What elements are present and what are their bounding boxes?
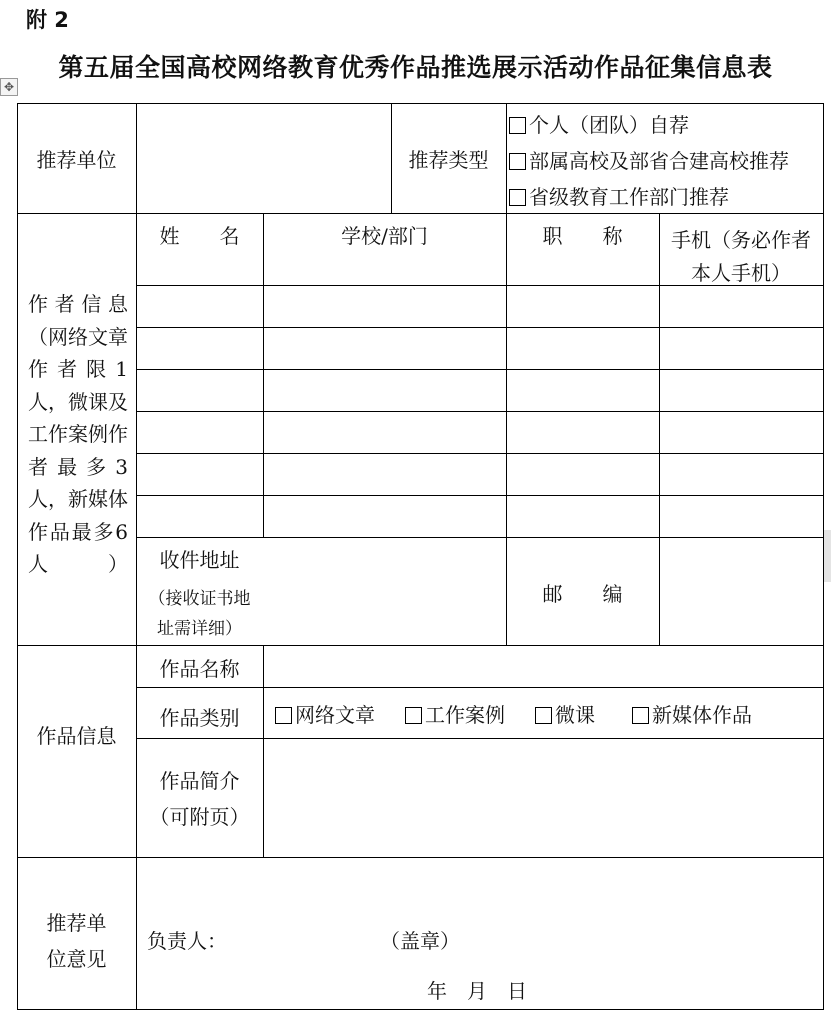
col-header-phone: 手机（务必作者本人手机） bbox=[671, 228, 811, 285]
scrollbar-mark[interactable] bbox=[824, 530, 831, 582]
author-school-cell[interactable] bbox=[265, 329, 504, 367]
author-title-cell[interactable] bbox=[508, 497, 657, 535]
author-phone-cell[interactable] bbox=[661, 371, 821, 409]
work-intro-note: （可附页） bbox=[149, 805, 250, 829]
rec-unit-label: 推荐单位 bbox=[36, 148, 117, 172]
work-type-option-newmedia[interactable]: 新媒体作品 bbox=[632, 703, 752, 727]
author-title-cell[interactable] bbox=[508, 413, 657, 451]
work-type-label: 作品类别 bbox=[159, 706, 240, 730]
postcode-label: 邮 编 bbox=[542, 582, 623, 606]
checkbox-empty-icon[interactable] bbox=[509, 117, 526, 134]
rec-type-option-university[interactable]: 部属高校及部省合建高校推荐 bbox=[509, 149, 789, 173]
author-school-cell[interactable] bbox=[265, 413, 504, 451]
checkbox-empty-icon[interactable] bbox=[632, 707, 649, 724]
author-school-cell[interactable] bbox=[265, 455, 504, 493]
postcode-field[interactable] bbox=[661, 539, 821, 643]
address-note: （接收证书地址需详细） bbox=[148, 589, 251, 639]
author-title-cell[interactable] bbox=[508, 455, 657, 493]
work-intro-field[interactable] bbox=[265, 740, 821, 855]
rec-type-option-province[interactable]: 省级教育工作部门推荐 bbox=[509, 185, 729, 209]
work-type-option-case[interactable]: 工作案例 bbox=[405, 703, 505, 727]
checkbox-empty-icon[interactable] bbox=[535, 707, 552, 724]
checkbox-empty-icon[interactable] bbox=[509, 189, 526, 206]
move-arrows-icon[interactable]: ✥ bbox=[0, 78, 18, 96]
author-phone-cell[interactable] bbox=[661, 455, 821, 493]
author-name-cell[interactable] bbox=[138, 455, 261, 493]
rec-type-option-self[interactable]: 个人（团队）自荐 bbox=[509, 113, 689, 137]
address-label: 收件地址 bbox=[159, 548, 240, 572]
checkbox-empty-icon[interactable] bbox=[275, 707, 292, 724]
author-name-cell[interactable] bbox=[138, 329, 261, 367]
work-intro-label: 作品简介 bbox=[159, 769, 240, 793]
author-phone-cell[interactable] bbox=[661, 329, 821, 367]
author-school-cell[interactable] bbox=[265, 497, 504, 535]
author-title-cell[interactable] bbox=[508, 287, 657, 325]
opinion-label: 推荐单位意见 bbox=[46, 911, 107, 971]
date-label: 年 月 日 bbox=[427, 979, 527, 1003]
work-name-field[interactable] bbox=[265, 647, 821, 685]
annex-label: 附 2 bbox=[26, 8, 69, 32]
work-type-option-microcourse[interactable]: 微课 bbox=[535, 703, 595, 727]
col-header-school: 学校/部门 bbox=[341, 224, 428, 248]
author-title-cell[interactable] bbox=[508, 371, 657, 409]
author-phone-cell[interactable] bbox=[661, 413, 821, 451]
col-header-title: 职 称 bbox=[542, 224, 623, 248]
author-name-cell[interactable] bbox=[138, 413, 261, 451]
author-name-cell[interactable] bbox=[138, 371, 261, 409]
work-name-label: 作品名称 bbox=[159, 657, 240, 681]
form-title: 第五届全国高校网络教育优秀作品推选展示活动作品征集信息表 bbox=[58, 53, 773, 82]
author-phone-cell[interactable] bbox=[661, 287, 821, 325]
rec-unit-field[interactable] bbox=[140, 110, 388, 210]
author-info-label: 作者信息（网络文章作者限1人，微课及工作案例作者最多3人，新媒体作品最多6人） bbox=[28, 292, 128, 576]
author-name-cell[interactable] bbox=[138, 497, 261, 535]
work-type-option-article[interactable]: 网络文章 bbox=[275, 703, 375, 727]
col-header-name: 姓 名 bbox=[159, 224, 240, 248]
checkbox-empty-icon[interactable] bbox=[405, 707, 422, 724]
author-school-cell[interactable] bbox=[265, 287, 504, 325]
author-title-cell[interactable] bbox=[508, 329, 657, 367]
rec-type-label: 推荐类型 bbox=[408, 148, 489, 172]
work-info-label: 作品信息 bbox=[36, 724, 117, 748]
author-phone-cell[interactable] bbox=[661, 497, 821, 535]
seal-label: （盖章） bbox=[380, 929, 460, 953]
address-field[interactable] bbox=[265, 539, 504, 643]
responsible-label: 负责人： bbox=[147, 929, 227, 953]
author-school-cell[interactable] bbox=[265, 371, 504, 409]
checkbox-empty-icon[interactable] bbox=[509, 153, 526, 170]
author-name-cell[interactable] bbox=[138, 287, 261, 325]
